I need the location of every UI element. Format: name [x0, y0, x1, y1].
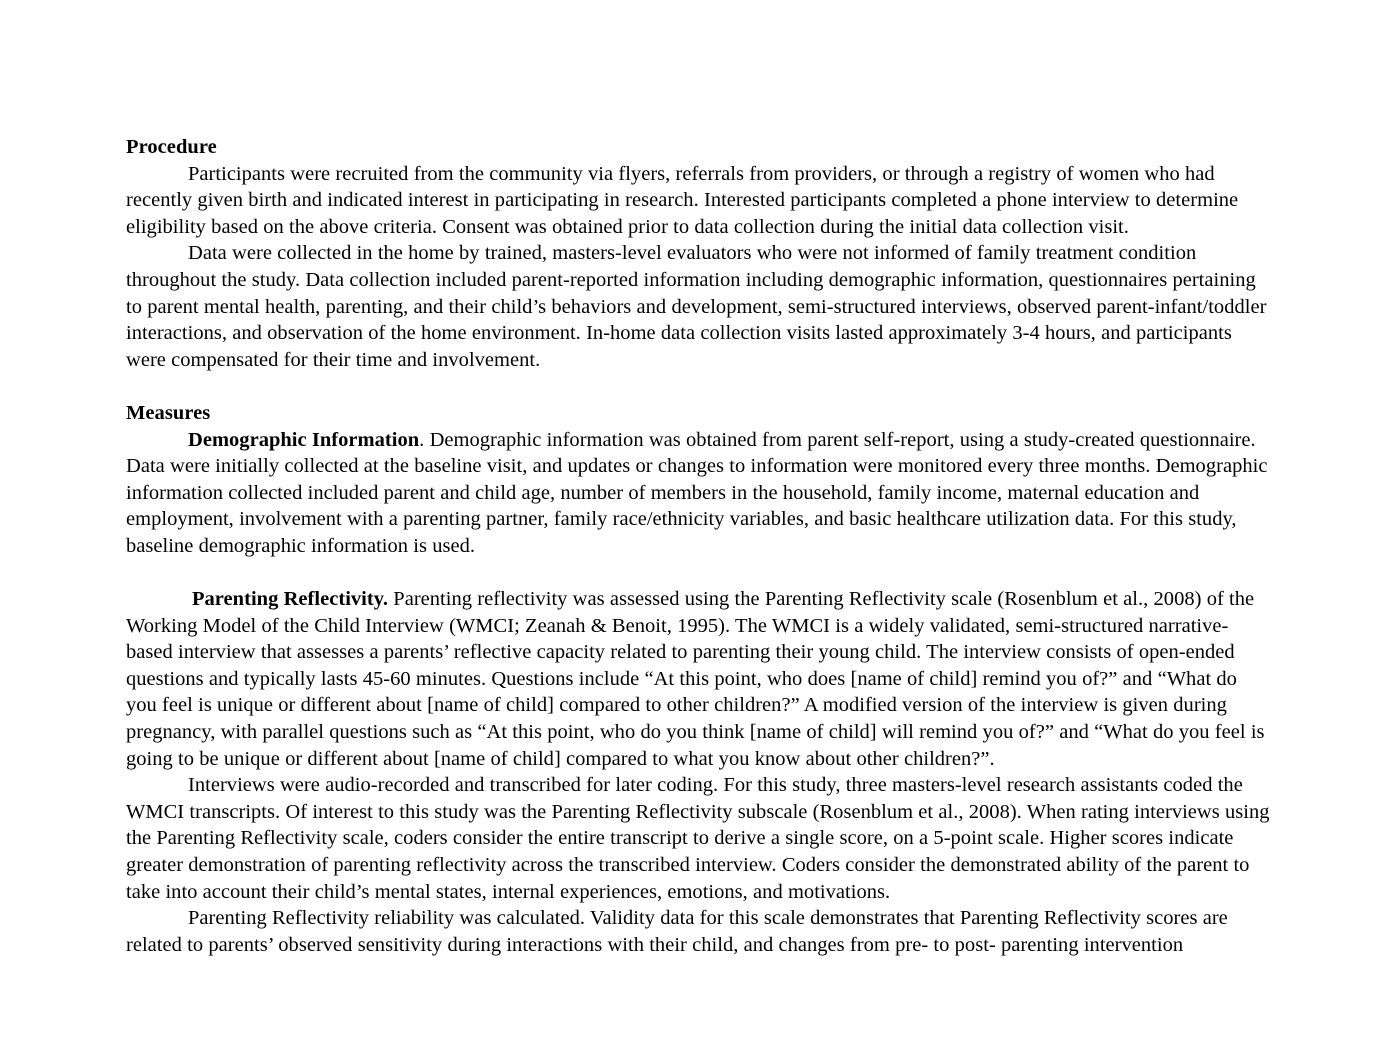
paragraph-text: Demographic information was obtained from parent self-report, using a study-created questionnaire. Data were initially collected at the baseline visit, and updates or changes to information were monitored every three months. Demographic information collected included parent and child age, number of members in the household, family income, maternal education and employment, involvement with a parenting partner, family race/ethnicity variables, and basic healthcare utilization data. For this study, baseline demographic information is used.	[126, 428, 1268, 557]
paragraph-reliability-validity	[126, 905, 1272, 958]
paragraph-interview-coding	[126, 772, 1272, 905]
paragraph-procedure-1	[126, 161, 1272, 241]
paragraph-demographic-information	[126, 427, 1272, 560]
runin-suffix: .	[419, 428, 430, 451]
document-body	[126, 134, 1272, 958]
runin-heading-parenting-reflectivity: Parenting Reflectivity.	[192, 588, 389, 611]
runin-heading-demographic-information: Demographic Information	[188, 428, 420, 451]
paragraph-text: Parenting reflectivity was assessed using the Parenting Reflectivity scale (Rosenblum et al., 2008) of the Working Model of the Child Interview (WMCI; Zeanah & Benoit, 1995). The WMCI is a widely validated, semi-structured narrative-based interview that assesses a parents’ reflective capacity related to parenting their young child. The interview consists of open-ended questions and typically lasts 45-60 minutes. Questions include “At this point, who does [name of child] remind you of?” and “What do you feel is unique or different about [name of child] compared to other children?” A modified version of the interview is given during pregnancy, with parallel questions such as “At this point, who do you think [name of child] will remind you of?” and “What do you feel is going to be unique or different about [name of child] compared to what you know about other children?”.	[126, 588, 1265, 770]
section-spacer	[126, 373, 1272, 400]
paragraph-parenting-reflectivity	[126, 586, 1272, 772]
paragraph-text: Parenting Reflectivity reliability was calculated. Validity data for this scale demonstrates that Parenting Reflectivity scores are related to parents’ observed sensitivity during interactions with their child, and changes from pre- to post- parenting intervention	[126, 907, 1228, 956]
paragraph-text: Data were collected in the home by trained, masters-level evaluators who were not informed of family treatment condition throughout the study. Data collection included parent-reported information including demographic information, questionnaires pertaining to parent mental health, parenting, and their child’s behaviors and development, semi-structured interviews, observed parent-infant/toddler interactions, and observation of the home environment. In-home data collection visits lasted approximately 3-4 hours, and participants were compensated for their time and involvement.	[126, 242, 1267, 371]
section-heading-procedure: Procedure	[126, 136, 217, 158]
section-heading-measures: Measures	[126, 401, 211, 424]
paragraph-procedure-2	[126, 240, 1272, 373]
paragraph-text: Interviews were audio-recorded and transcribed for later coding. For this study, three masters-level research assistants coded the WMCI transcripts. Of interest to this study was the Parenting Reflectivity subscale (Rosenblum et al., 2008). When rating interviews using the Parenting Reflectivity scale, coders consider the entire transcript to derive a single score, on a 5-point scale. Higher scores indicate greater demonstration of parenting reflectivity across the transcribed interview. Coders consider the demonstrated ability of the parent to take into account their child’s mental states, internal experiences, emotions, and motivations.	[126, 774, 1270, 903]
paragraph-text: Participants were recruited from the community via flyers, referrals from providers, or through a registry of women who had recently given birth and indicated interest in participating in research. Interested participants completed a phone interview to determine eligibility based on the above criteria. Consent was obtained prior to data collection during the initial data collection visit.	[126, 162, 1239, 238]
paragraph-spacer	[126, 560, 1272, 587]
